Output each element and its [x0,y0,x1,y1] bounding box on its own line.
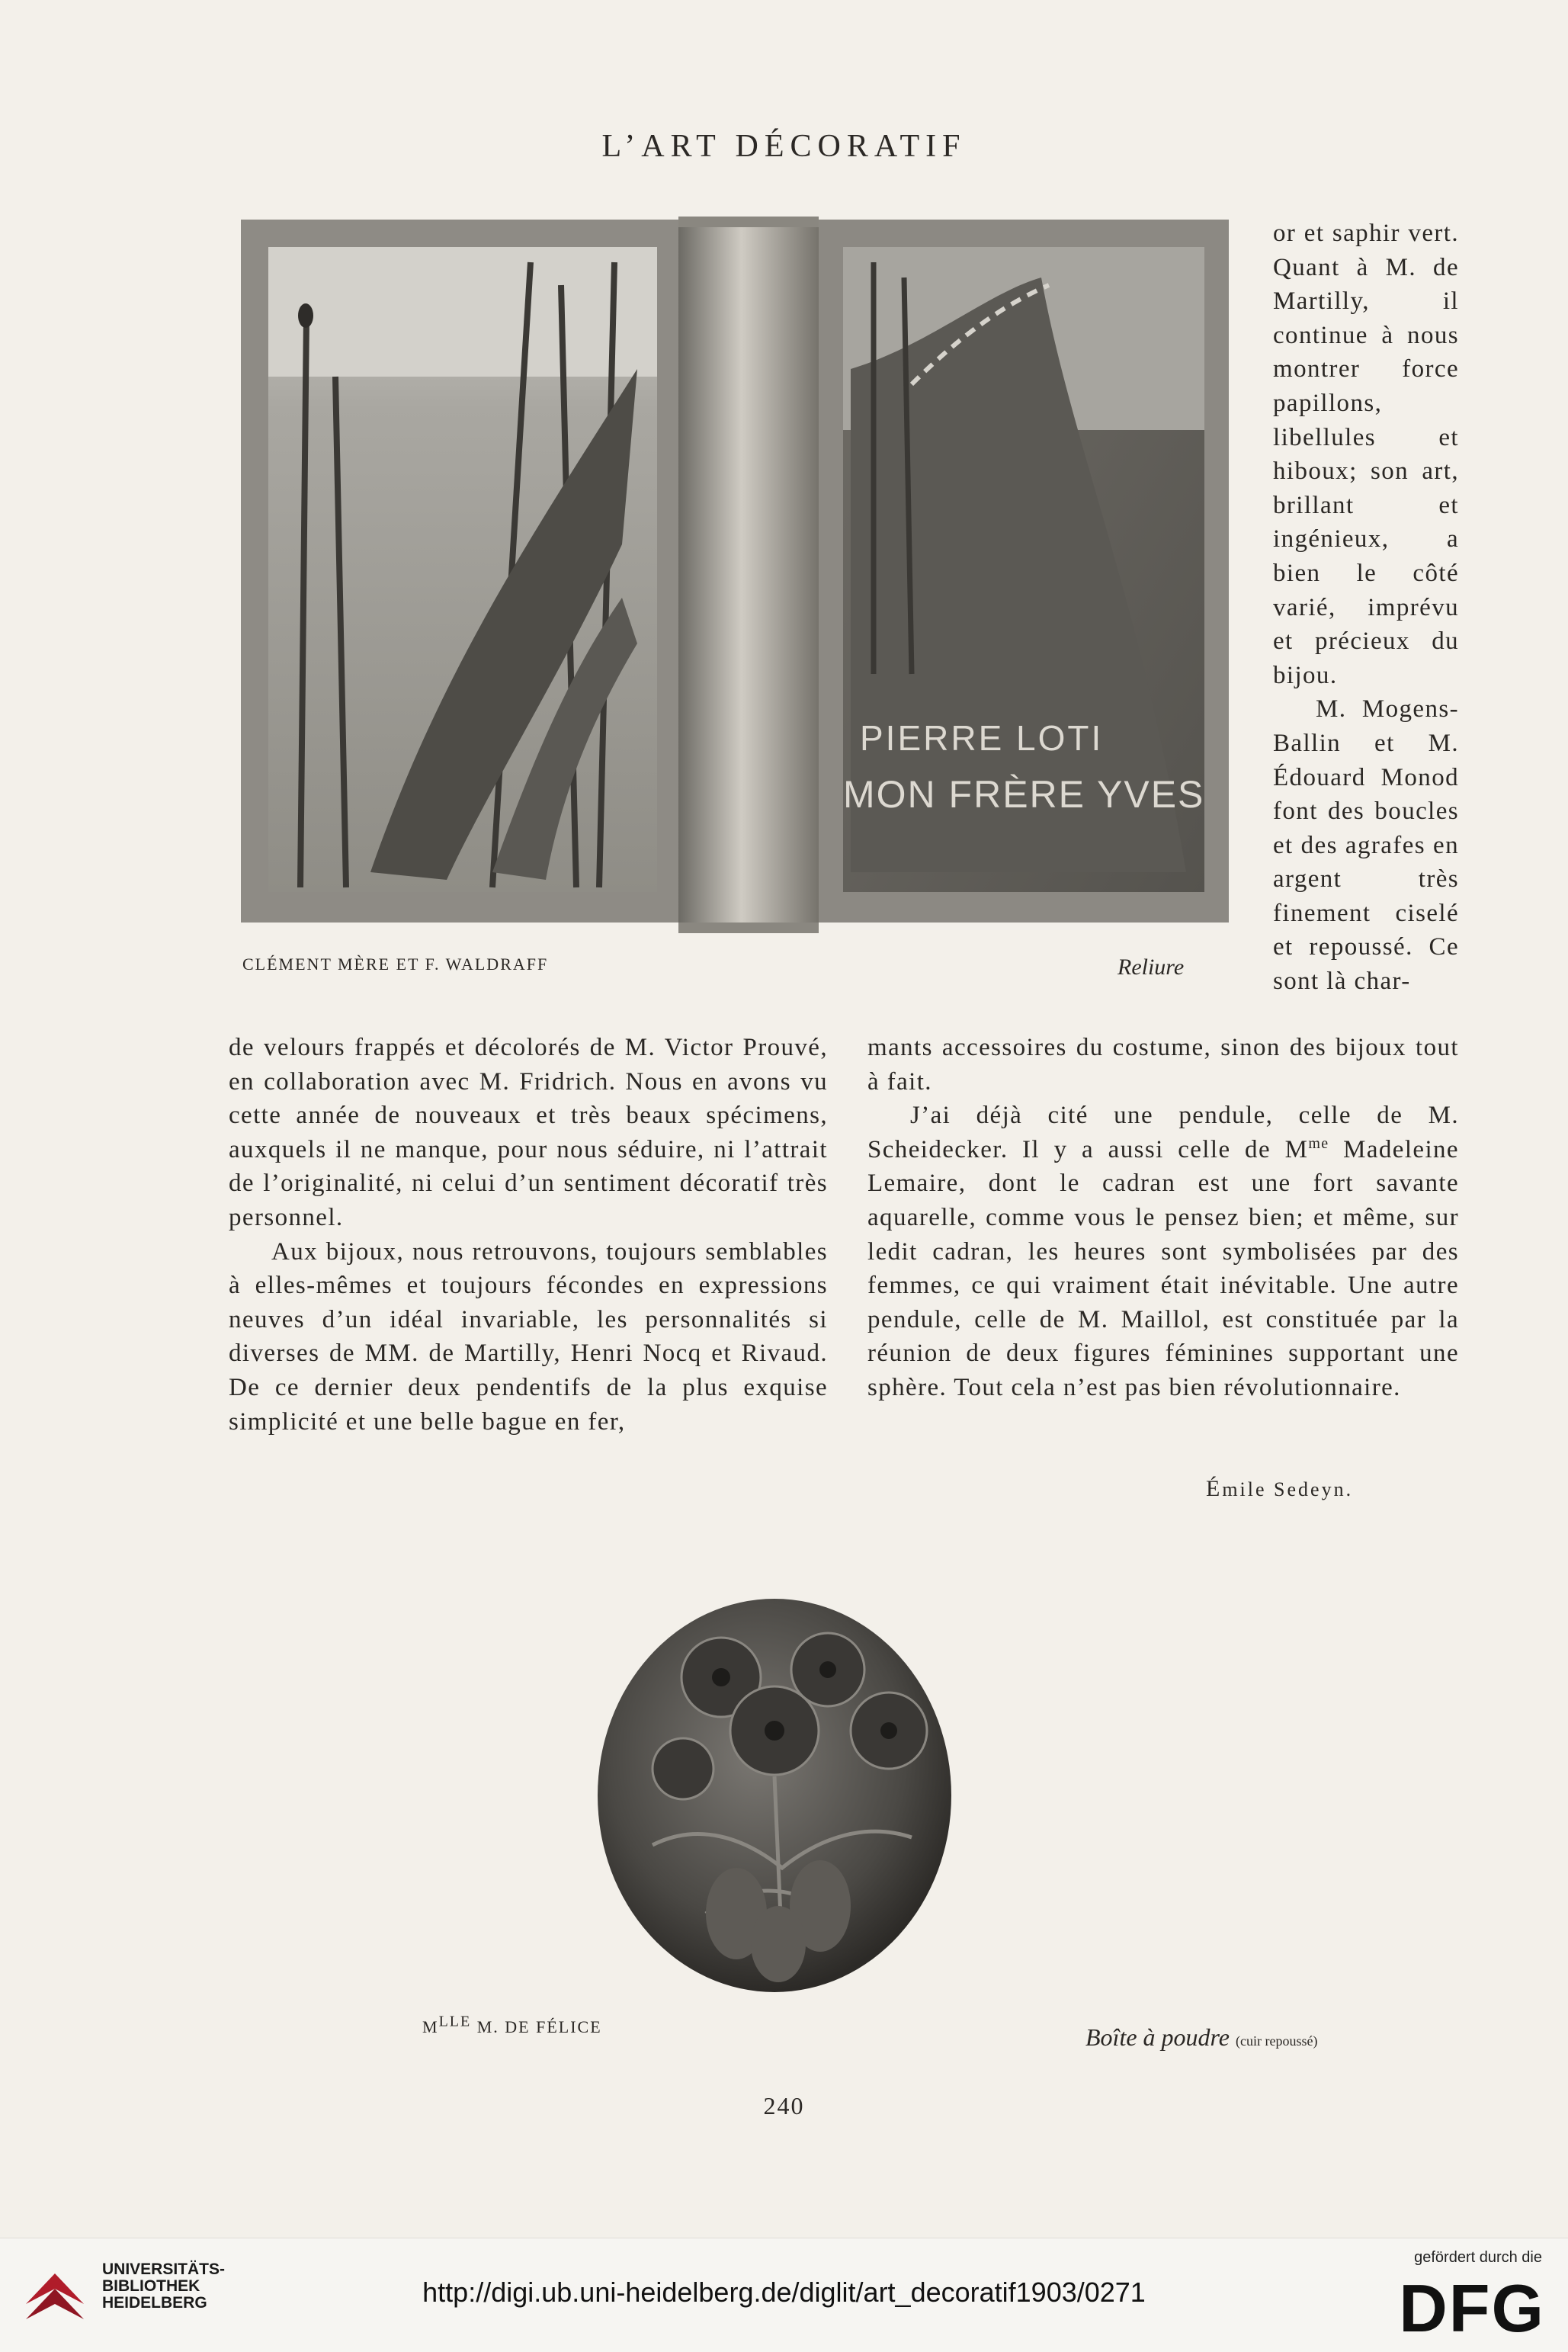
running-title: L’ART DÉCORATIF [601,129,967,164]
powder-box-illustration [592,1593,957,1997]
figure1-caption-artist: CLÉMENT MÈRE ET F. WALDRAFF [242,955,549,974]
text-column-left [229,1031,828,1439]
paragraph: M. Mogens-Ballin et M. Édouard Monod font des boucles et des agrafes en argent très finement ciselé et repoussé. Ce sont là char- [1273,695,1459,996]
caption-note: (cuir repoussé) [1236,2033,1318,2049]
digitization-footer [0,2238,1568,2352]
signature-initial: É [1206,1476,1223,1501]
caption-title: Boîte à poudre [1085,2023,1230,2051]
paragraph: Aux bijoux, nous retrouvons, toujours semblables à elles-mêmes et toujours fécondes en expressions neuves d’un idéal invariable, les personnalités si diverses de MM. de Martilly, Henri Nocq et Rivaud. De ce dernier deux pendentifs de la plus exquise simplicité et une belle bague en fer, [229,1237,828,1436]
cover-title-book: MON FRÈRE YVES [843,773,1205,816]
caption-text: M. DE FÉLICE [471,2017,602,2036]
library-name-line: HEIDELBERG [102,2294,207,2312]
cover-title-author: PIERRE LOTI [860,718,1104,758]
page-number: 240 [763,2092,805,2119]
paragraph [867,1099,1459,1404]
paragraph: or et saphir vert. Quant à M. de Martilly, il continue à nous montrer force papillons, libellules et hiboux; son art, brillant et ingénieux, a bien le côté varié, imprévu et précieux du bijou. [1273,220,1459,689]
dfg-logo: DFG [1399,2270,1545,2346]
library-name-line: BIBLIOTHEK [102,2277,200,2295]
book-photo [241,217,1229,933]
caption-text: M [422,2017,439,2036]
paragraph: de velours frappés et décolorés de M. Victor Prouvé, en collaboration avec M. Fridrich. Nous en avons vu cette année de nouveaux et très beaux spécimens, auxquels il ne manque, pour nous séduire, ni l’attrait de l’originalité, ni celui d’un sentiment décoratif très personnel. [229,1034,828,1231]
signature-rest: mile Sedeyn. [1222,1478,1354,1500]
figure2-caption-artist [422,2013,602,2037]
figure2-caption-title [1085,2023,1317,2052]
paragraph-text: Madeleine Lemaire, dont le cadran est une fort savante aquarelle, comme vous le pensez bien; et même, sur ledit cadran, les heures sont symbolisées par des femmes, ce qui vraiment était inévitable. Une autre pendule, celle de M. Maillol, est constituée par la réunion de deux figures féminines supportant une sphère. Tout cela n’est pas bien révolutionnaire. [867,1135,1459,1401]
superscript: me [1308,1134,1329,1152]
medallion-photo [592,1593,957,1997]
paragraph: mants accessoires du costume, sinon des bijoux tout à fait. [867,1034,1459,1096]
library-name-line: UNIVERSITÄTS- [102,2261,226,2278]
paragraph-text: J’ai déjà cité une pendule, celle de M. Scheidecker. Il y a aussi celle de M [867,1102,1459,1163]
text-column-right [867,1031,1459,1405]
book-binding-illustration [241,217,1229,933]
figure1-caption-title: Reliure [1117,955,1185,980]
text-column-narrow [1273,217,1459,999]
sponsor-label: gefördert durch die [1414,2249,1542,2266]
author-signature [1206,1476,1353,1502]
permalink-url[interactable]: http://digi.ub.uni-heidelberg.de/diglit/art_decoratif1903/0271 [422,2277,1146,2308]
superscript: LLE [438,2013,472,2030]
